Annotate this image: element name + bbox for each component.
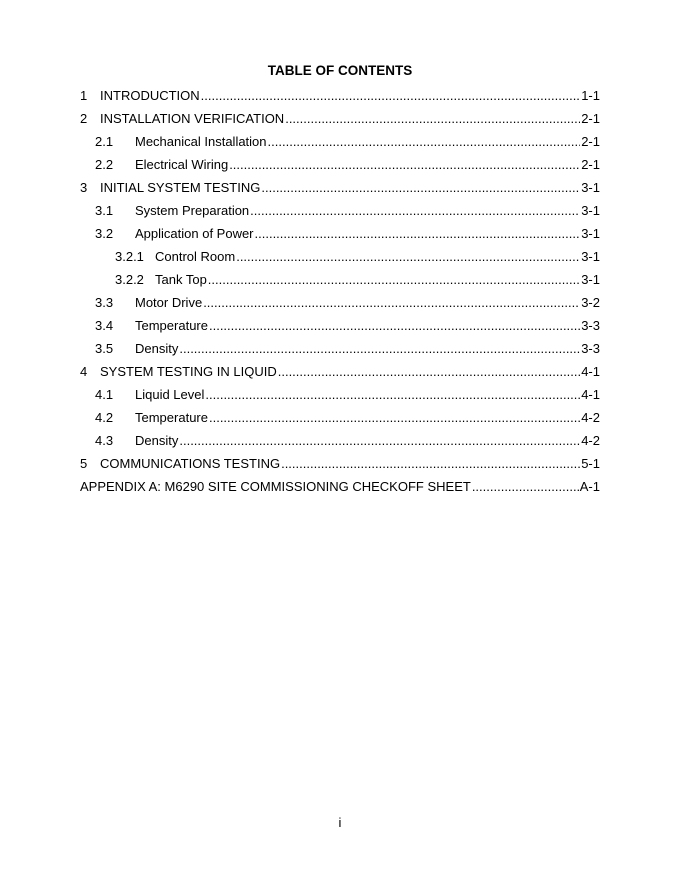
toc-entry[interactable] xyxy=(80,406,600,429)
toc-entry-label: Application of Power xyxy=(135,226,254,241)
toc-entry[interactable] xyxy=(80,360,600,383)
dot-leader xyxy=(278,360,580,383)
page-title: TABLE OF CONTENTS xyxy=(267,63,413,78)
toc-entry-page: 2-1 xyxy=(581,157,600,172)
toc-entry-page: 3-1 xyxy=(581,249,600,264)
dot-leader xyxy=(285,107,580,130)
toc-entry-number: 3.2.2 xyxy=(115,272,144,287)
dot-leader xyxy=(201,84,581,107)
toc-entry-number: 4.2 xyxy=(95,410,114,425)
toc-entry-page: 3-1 xyxy=(581,272,600,287)
dot-leader xyxy=(179,337,580,360)
toc-entry-label: INTRODUCTION xyxy=(100,88,200,103)
toc-entry[interactable] xyxy=(80,176,600,199)
toc-entry-label: Mechanical Installation xyxy=(135,134,267,149)
toc-entry-number: 2.2 xyxy=(95,157,114,172)
dot-leader xyxy=(229,153,580,176)
toc-entry-number: 4 xyxy=(80,364,88,379)
toc-entry[interactable] xyxy=(80,337,600,360)
toc-entry-label: INSTALLATION VERIFICATION xyxy=(100,111,285,126)
toc-entry-page: 3-3 xyxy=(581,341,600,356)
toc-entry-label: Density xyxy=(135,341,179,356)
toc-entry[interactable] xyxy=(80,153,600,176)
dot-leader xyxy=(250,199,580,222)
dot-leader xyxy=(209,314,580,337)
toc-entry-number: 2.1 xyxy=(95,134,114,149)
dot-leader xyxy=(179,429,580,452)
toc-entry[interactable] xyxy=(80,314,600,337)
dot-leader xyxy=(472,475,579,498)
toc-entry-page: 2-1 xyxy=(581,111,600,126)
toc-entry-number: 3.2.1 xyxy=(115,249,144,264)
toc-entry-page: 4-1 xyxy=(581,387,600,402)
page-number: i xyxy=(338,815,342,830)
toc-entry-label: Temperature xyxy=(135,318,208,333)
toc-entry-label: System Preparation xyxy=(135,203,250,218)
toc-entry-number: 3 xyxy=(80,180,88,195)
toc-entry-page: 3-3 xyxy=(581,318,600,333)
toc-entry-page: 3-1 xyxy=(581,226,600,241)
toc-entry-label: Control Room xyxy=(155,249,236,264)
toc-entry-page: A-1 xyxy=(579,479,600,494)
toc-entry[interactable] xyxy=(80,107,600,130)
dot-leader xyxy=(209,406,580,429)
toc-entry-number: 3.2 xyxy=(95,226,114,241)
toc-entry[interactable] xyxy=(80,475,600,498)
toc-entry[interactable] xyxy=(80,268,600,291)
toc-entry[interactable] xyxy=(80,291,600,314)
dot-leader xyxy=(268,130,581,153)
toc-entry-page: 4-2 xyxy=(581,410,600,425)
toc-entry-label: Tank Top xyxy=(155,272,207,287)
toc-entry-number: 3.1 xyxy=(95,203,114,218)
toc-entry-page: 5-1 xyxy=(581,456,600,471)
dot-leader xyxy=(203,291,580,314)
toc-entry-label: Motor Drive xyxy=(135,295,203,310)
toc-entry-label: Electrical Wiring xyxy=(135,157,229,172)
toc-entry-number: 1 xyxy=(80,88,88,103)
toc-entry[interactable] xyxy=(80,429,600,452)
dot-leader xyxy=(281,452,580,475)
toc-list xyxy=(80,84,600,498)
toc-entry-label: Density xyxy=(135,433,179,448)
toc-entry-number: 5 xyxy=(80,456,88,471)
toc-entry[interactable] xyxy=(80,222,600,245)
toc-entry[interactable] xyxy=(80,199,600,222)
toc-entry[interactable] xyxy=(80,383,600,406)
dot-leader xyxy=(255,222,581,245)
toc-entry-label: APPENDIX A: M6290 SITE COMMISSIONING CHECKOFF SHEET xyxy=(80,479,471,494)
toc-entry-page: 2-1 xyxy=(581,134,600,149)
toc-entry-number: 4.3 xyxy=(95,433,114,448)
toc-entry-label: Temperature xyxy=(135,410,208,425)
toc-entry[interactable] xyxy=(80,452,600,475)
toc-entry-number: 3.5 xyxy=(95,341,114,356)
dot-leader xyxy=(261,176,580,199)
dot-leader xyxy=(205,383,580,406)
toc-entry-page: 3-1 xyxy=(581,203,600,218)
toc-entry-number: 2 xyxy=(80,111,88,126)
toc-entry-number: 3.4 xyxy=(95,318,114,333)
toc-entry-label: INITIAL SYSTEM TESTING xyxy=(100,180,261,195)
toc-entry[interactable] xyxy=(80,84,600,107)
toc-entry-page: 1-1 xyxy=(581,88,600,103)
toc-entry-page: 4-2 xyxy=(581,433,600,448)
toc-entry-label: Liquid Level xyxy=(135,387,205,402)
toc-entry-number: 4.1 xyxy=(95,387,114,402)
toc-entry[interactable] xyxy=(80,245,600,268)
toc-entry[interactable] xyxy=(80,130,600,153)
toc-entry-number: 3.3 xyxy=(95,295,114,310)
toc-entry-page: 3-1 xyxy=(581,180,600,195)
toc-entry-page: 4-1 xyxy=(581,364,600,379)
toc-entry-label: COMMUNICATIONS TESTING xyxy=(100,456,281,471)
dot-leader xyxy=(236,245,580,268)
toc-entry-page: 3-2 xyxy=(581,295,600,310)
toc-entry-label: SYSTEM TESTING IN LIQUID xyxy=(100,364,277,379)
dot-leader xyxy=(208,268,580,291)
